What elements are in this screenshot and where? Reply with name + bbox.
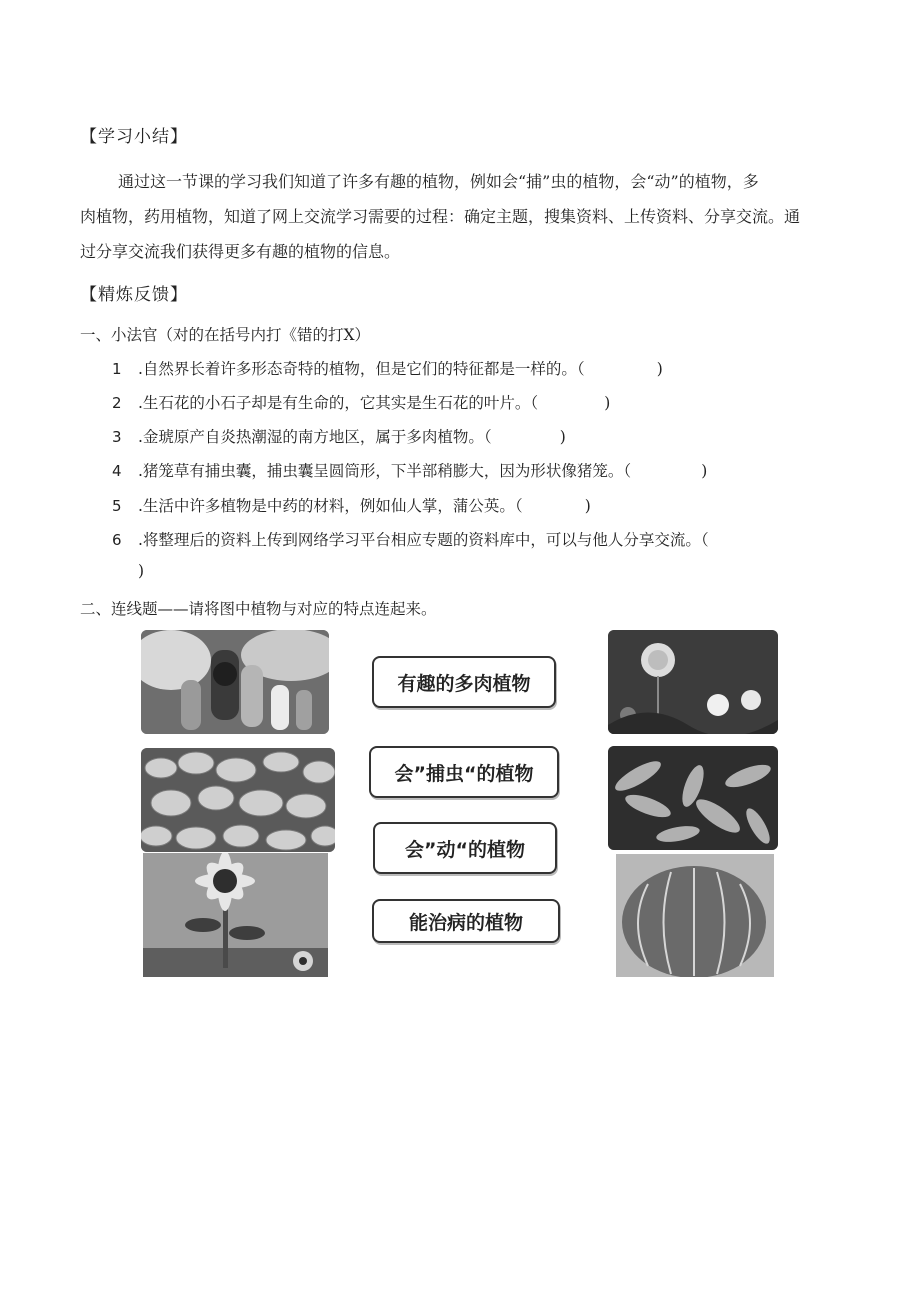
item-close-paren: ) bbox=[604, 394, 611, 412]
item-number: 6 bbox=[112, 531, 122, 549]
label-succulent[interactable]: 有趣的多肉植物 bbox=[372, 656, 556, 708]
item-number: 1 bbox=[112, 360, 122, 378]
item-text: .将整理后的资料上传到网络学习平台相应专题的资料库中，可以与他人分享交流。（ bbox=[138, 531, 709, 549]
item-text: .猪笼草有捕虫囊，捕虫囊呈圆筒形，下半部稍膨大，因为形状像猪笼。（ bbox=[138, 462, 632, 480]
item-close-paren: ) bbox=[656, 360, 663, 378]
item-close-paren: ) bbox=[138, 562, 145, 580]
pitcher-plant-photo[interactable] bbox=[141, 630, 329, 734]
item-number: 4 bbox=[112, 462, 122, 480]
mimosa-photo[interactable] bbox=[608, 746, 778, 850]
tf-item-6-close bbox=[138, 562, 144, 580]
item-text: .生活中许多植物是中药的材料，例如仙人掌，蒲公英。（ bbox=[138, 497, 523, 515]
item-text: .自然界长着许多形态奇特的植物，但是它们的特征都是一样的。（ bbox=[138, 360, 585, 378]
summary-line-1: 通过这一节课的学习我们知道了许多有趣的植物，例如会“捕”虫的植物，会“动”的植物，多 bbox=[118, 172, 759, 191]
summary-heading: 【学习小结】 bbox=[80, 127, 188, 147]
section1-title: 一、小法官（对的在括号内打《错的打X） bbox=[80, 326, 371, 344]
tf-item-4 bbox=[112, 459, 707, 481]
label-insect-catching[interactable]: 会”捕虫“的植物 bbox=[369, 746, 559, 798]
item-number: 2 bbox=[112, 394, 122, 412]
dandelion-photo[interactable] bbox=[608, 630, 778, 734]
tf-item-5 bbox=[112, 494, 591, 516]
tf-item-2 bbox=[112, 391, 610, 413]
summary-line-2: 肉植物，药用植物，知道了网上交流学习需要的过程：确定主题，搜集资料、上传资料、分享交流。通 bbox=[80, 207, 801, 226]
item-text: .金琥原产自炎热潮湿的南方地区，属于多肉植物。（ bbox=[138, 428, 492, 446]
item-text: .生石花的小石子却是有生命的，它其实是生石花的叶片。（ bbox=[138, 394, 539, 412]
label-medicinal[interactable]: 能治病的植物 bbox=[372, 899, 560, 943]
label-moving[interactable]: 会”动“的植物 bbox=[373, 822, 557, 874]
item-number: 5 bbox=[112, 497, 122, 515]
item-close-paren: ) bbox=[584, 497, 591, 515]
section2-title: 二、连线题——请将图中植物与对应的特点连起来。 bbox=[80, 600, 437, 618]
item-close-paren: ) bbox=[559, 428, 566, 446]
summary-line-3: 过分享交流我们获得更多有趣的植物的信息。 bbox=[80, 242, 401, 261]
tf-item-6 bbox=[112, 528, 709, 550]
tf-item-3 bbox=[112, 425, 566, 447]
golden-barrel-cactus-photo[interactable] bbox=[616, 854, 774, 977]
item-close-paren: ) bbox=[701, 462, 708, 480]
tf-item-1 bbox=[112, 357, 663, 379]
succulent-photo[interactable] bbox=[141, 748, 335, 852]
item-number: 3 bbox=[112, 428, 122, 446]
feedback-heading: 【精炼反馈】 bbox=[80, 285, 188, 305]
sunflower-photo[interactable] bbox=[143, 853, 328, 977]
